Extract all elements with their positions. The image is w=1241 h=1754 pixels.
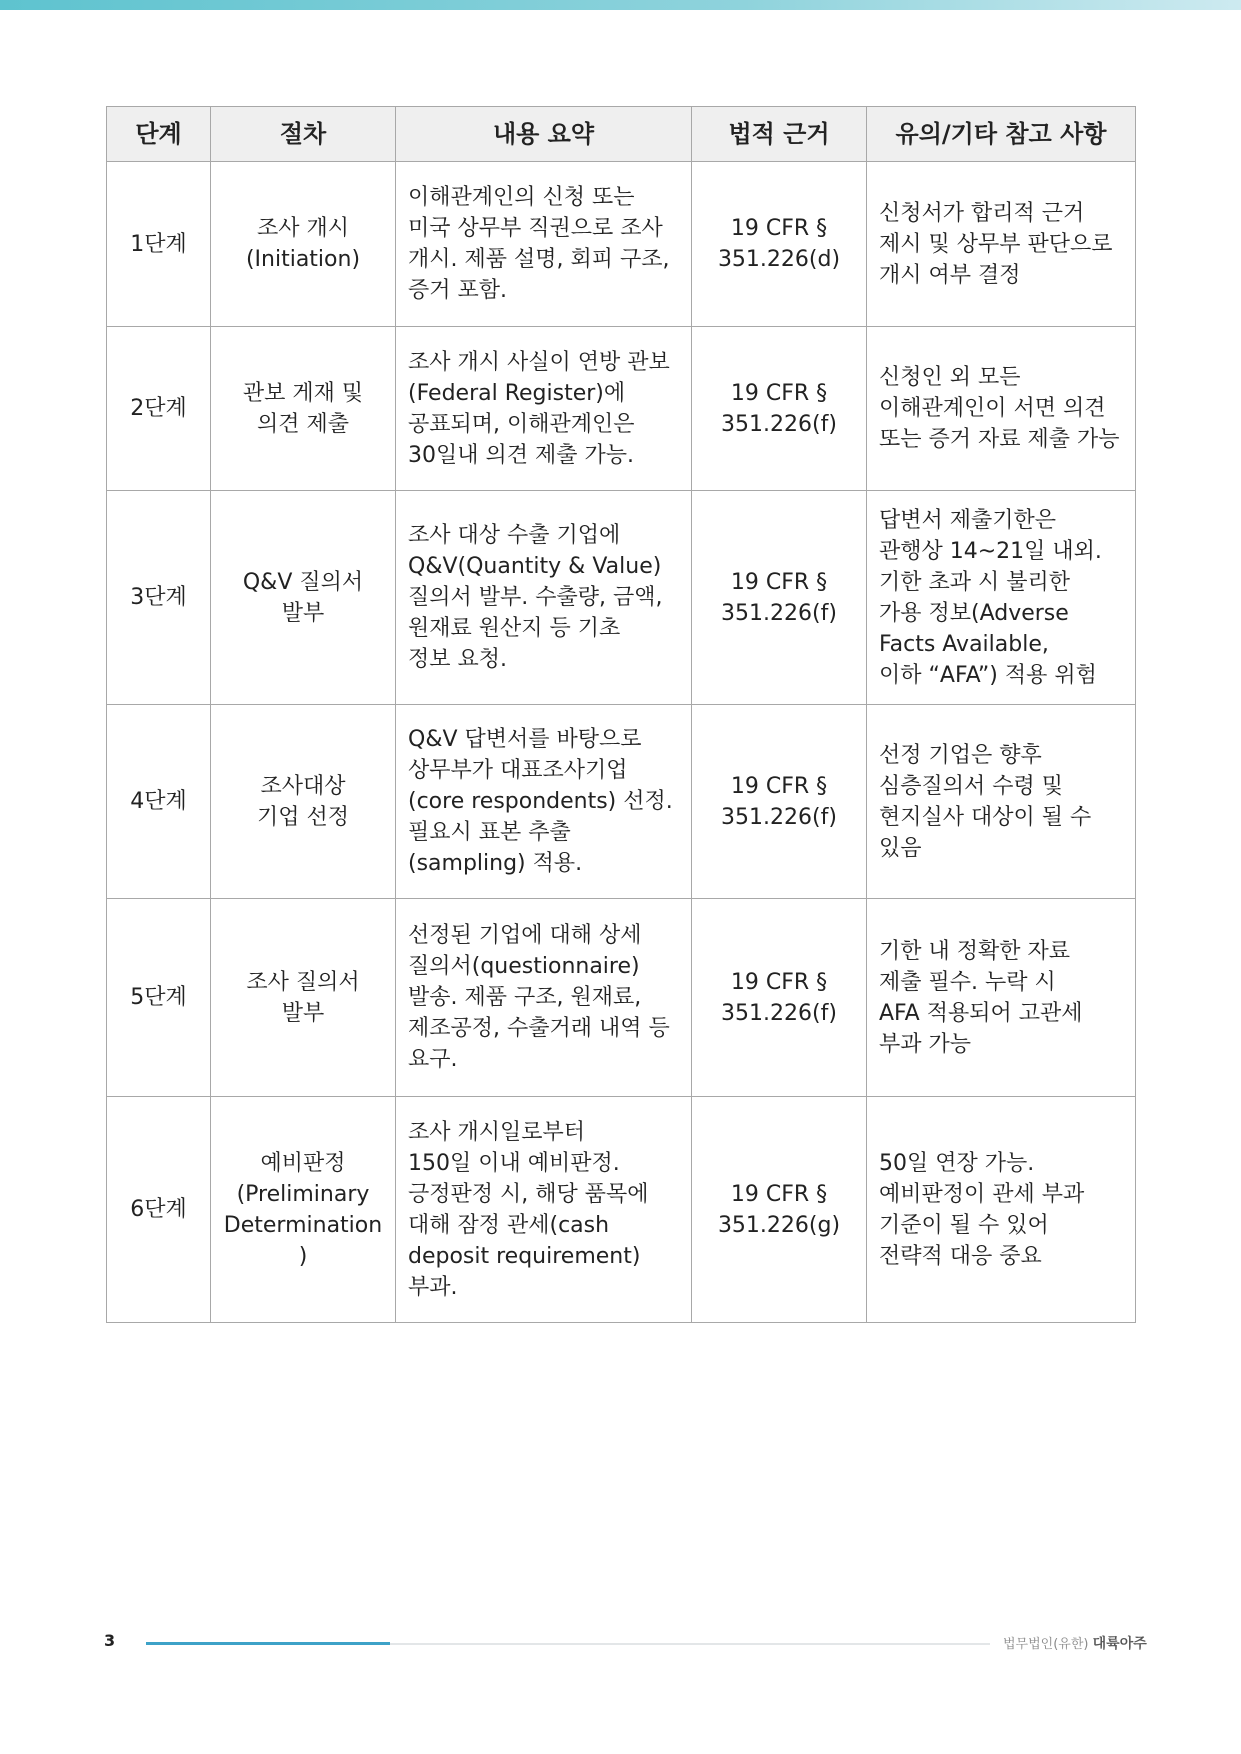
cell-procedure-line: 조사 질의서 [246,969,360,995]
top-accent-band [0,0,1241,10]
cell-procedure-line: Q&V 질의서 [242,569,364,595]
cell-summary [396,1097,692,1323]
cell-procedure-line: (Preliminary [236,1181,370,1207]
cell-summary-line: 공표되며, 이해관계인은 [408,411,635,437]
cell-step: 3단계 [107,491,211,705]
cell-procedure-line: 발부 [281,600,325,626]
cell-procedure [211,1097,396,1323]
cell-notes-line: 기준이 될 수 있어 [879,1212,1049,1238]
cell-notes [867,705,1136,899]
cell-legal-basis-line: 19 CFR § [730,380,828,406]
cell-summary-line: 선정된 기업에 대해 상세 [408,923,642,948]
cell-notes-line: 전략적 대응 중요 [879,1243,1042,1269]
cell-step: 6단계 [107,1097,211,1323]
cell-procedure-line: 조사 개시 [256,216,349,241]
cell-procedure-line: 예비판정 [260,1150,346,1176]
cell-legal-basis-line: 19 CFR § [730,216,828,241]
cell-summary-line: 조사 대상 수출 기업에 [408,523,621,548]
cell-notes [867,491,1136,705]
cell-legal-basis-line: 19 CFR § [730,569,828,595]
cell-notes-line: 심층질의서 수령 및 [879,773,1064,799]
firm-name [1003,1633,1147,1653]
cell-step: 4단계 [107,705,211,899]
table-row [107,705,1136,899]
cell-summary-line: 부과. [408,1274,458,1300]
cell-legal-basis [692,327,867,491]
cell-notes-line: 부과 가능 [879,1031,972,1057]
cell-notes-line: 가용 정보(Adverse [879,600,1069,626]
cell-step: 5단계 [107,899,211,1097]
cell-procedure-line: Determination) [223,1212,383,1269]
cell-notes-line: 신청서가 합리적 근거 [879,200,1085,226]
cell-summary-line: Q&V 답변서를 바탕으로 [408,727,642,752]
cell-summary-line: Q&V(Quantity & Value) [408,554,662,579]
cell-summary-line: 조사 개시일로부터 [408,1119,586,1145]
cell-summary-line: 대해 잠정 관세(cash [408,1212,610,1238]
cell-legal-basis-line: 351.226(f) [721,411,837,437]
cell-notes-line: 신청인 외 모든 [879,365,1021,390]
cell-notes [867,1097,1136,1323]
cell-procedure [211,705,396,899]
cell-legal-basis-line: 19 CFR § [730,969,828,995]
cell-procedure [211,491,396,705]
cell-legal-basis [692,1097,867,1323]
cell-summary-line: 조사 개시 사실이 연방 관보 [408,349,670,375]
cell-notes-line: 예비판정이 관세 부과 [879,1181,1085,1207]
cell-notes-line: 있음 [879,835,922,861]
cell-notes-line: 현지실사 대상이 될 수 [879,804,1092,830]
cell-legal-basis [692,705,867,899]
page-number: 3 [104,1631,116,1650]
cell-summary-line: (sampling) 적용. [408,851,583,876]
header-legal-basis: 법적 근거 [692,107,867,162]
cell-notes-line: 관행상 14~21일 내외. [879,538,1102,564]
cell-legal-basis-line: 351.226(f) [721,804,837,830]
cell-notes-line: 또는 증거 자료 제출 가능 [879,427,1120,452]
cell-procedure [211,162,396,327]
cell-procedure-line: 의견 제출 [256,411,349,437]
cell-notes-line: AFA 적용되어 고관세 [879,1000,1083,1026]
cell-summary-line: 이해관계인의 신청 또는 [408,185,635,210]
cell-summary [396,899,692,1097]
cell-notes-line: 기한 초과 시 불리한 [879,569,1070,595]
cell-procedure-line: 조사대상 [260,773,346,799]
cell-summary-line: 미국 상무부 직권으로 조사 [408,216,663,241]
cell-procedure-line: 발부 [281,1000,325,1026]
cell-notes [867,162,1136,327]
header-notes: 유의/기타 참고 사항 [867,107,1136,162]
table-row [107,899,1136,1097]
cell-notes-line: Facts Available, [879,631,1049,657]
cell-notes [867,327,1136,491]
table-row [107,491,1136,705]
cell-notes-line: 이하 “AFA”) 적용 위험 [879,662,1097,688]
cell-summary-line: 요구. [408,1047,458,1072]
cell-summary-line: (Federal Register)에 [408,380,626,406]
cell-notes-line: 제출 필수. 누락 시 [879,969,1056,995]
table-row [107,162,1136,327]
cell-summary-line: 증거 포함. [408,278,507,303]
cell-summary [396,491,692,705]
header-summary: 내용 요약 [396,107,692,162]
cell-summary-line: 긍정판정 시, 해당 품목에 [408,1181,649,1207]
cell-summary-line: 정보 요청. [408,647,507,672]
cell-procedure [211,327,396,491]
firm-brand: 대륙아주 [1092,1636,1147,1652]
table-row [107,327,1136,491]
cell-procedure [211,899,396,1097]
cell-summary-line: 제조공정, 수출거래 내역 등 [408,1016,670,1041]
cell-legal-basis-line: 351.226(f) [721,600,837,626]
firm-prefix: 법무법인(유한) [1003,1637,1089,1652]
cell-legal-basis [692,162,867,327]
cell-summary-line: 원재료 원산지 등 기초 [408,616,621,641]
cell-summary [396,162,692,327]
footer-divider-accent [146,1642,390,1645]
cell-legal-basis-line: 351.226(d) [717,247,841,272]
cell-step: 1단계 [107,162,211,327]
cell-summary-line: 상무부가 대표조사기업 [408,758,628,783]
cell-notes-line: 개시 여부 결정 [879,262,1021,288]
header-step: 단계 [107,107,211,162]
cell-notes-line: 선정 기업은 향후 [879,742,1042,768]
cell-summary-line: 필요시 표본 추출 [408,820,571,845]
cell-notes-line: 제시 및 상무부 판단으로 [879,231,1113,257]
cell-notes-line: 답변서 제출기한은 [879,507,1057,533]
cell-legal-basis-line: 351.226(f) [721,1000,837,1026]
cell-notes-line: 50일 연장 가능. [879,1150,1035,1176]
cell-summary [396,327,692,491]
cell-procedure-line: 관보 게재 및 [242,380,364,406]
cell-procedure-line: 기업 선정 [256,804,349,830]
cell-summary-line: deposit requirement) [408,1243,641,1269]
cell-procedure-line: (Initiation) [245,247,361,272]
cell-summary-line: 150일 이내 예비판정. [408,1150,620,1176]
cell-notes-line: 기한 내 정확한 자료 [879,938,1070,964]
cell-summary-line: 질의서 발부. 수출량, 금액, [408,585,663,610]
cell-summary [396,705,692,899]
table-row [107,1097,1136,1323]
cell-legal-basis-line: 19 CFR § [730,1181,828,1207]
table-header-row [107,107,1136,162]
cell-summary-line: 발송. 제품 구조, 원재료, [408,985,642,1010]
cell-step: 2단계 [107,327,211,491]
procedure-table [106,106,1136,1323]
cell-summary-line: 질의서(questionnaire) [408,954,640,979]
cell-summary-line: 30일내 의견 제출 가능. [408,442,634,468]
cell-notes [867,899,1136,1097]
cell-legal-basis [692,899,867,1097]
cell-legal-basis-line: 351.226(g) [717,1212,841,1238]
cell-legal-basis [692,491,867,705]
cell-summary-line: (core respondents) 선정. [408,789,673,814]
cell-legal-basis-line: 19 CFR § [730,773,828,799]
header-procedure: 절차 [211,107,396,162]
cell-notes-line: 이해관계인이 서면 의견 [879,396,1106,421]
cell-summary-line: 개시. 제품 설명, 회피 구조, [408,247,670,272]
